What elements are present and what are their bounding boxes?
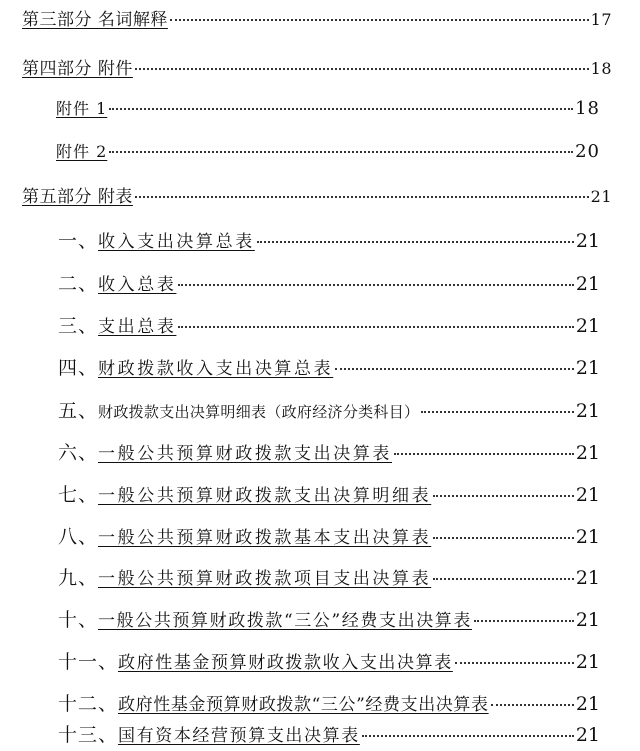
table-number: 一、: [58, 230, 99, 252]
page-number: 21: [575, 526, 600, 548]
toc-entry-attachment-2[interactable]: [56, 138, 600, 166]
page-number: 17: [590, 10, 612, 29]
toc-entry-table-6[interactable]: [58, 439, 600, 467]
toc-entry-label[interactable]: [56, 95, 107, 123]
table-number: 五、: [58, 400, 99, 422]
page-number: 18: [590, 59, 612, 78]
toc-link[interactable]: 一般公共预算财政拨款“三公”经费支出决算表: [98, 611, 472, 631]
dot-leader: [474, 616, 574, 622]
toc-entry-table-4[interactable]: [58, 354, 600, 382]
dot-leader: [135, 64, 589, 70]
page-number: 21: [575, 357, 600, 379]
table-number: 十一、: [58, 651, 119, 673]
dot-leader: [455, 658, 574, 664]
dot-leader: [257, 237, 574, 243]
toc-entry-label[interactable]: [98, 228, 255, 256]
dot-leader: [170, 15, 589, 21]
toc-link[interactable]: 一般公共预算财政拨款支出决算明细表: [98, 486, 432, 506]
toc-link[interactable]: 政府性基金预算财政拨款“三公”经费支出决算表: [118, 695, 489, 715]
toc-entry-part-four[interactable]: [22, 55, 612, 83]
toc-entry-attachment-1[interactable]: [56, 95, 600, 123]
dot-leader: [394, 449, 574, 455]
toc-link[interactable]: 国有资本经营预算支出决算表: [118, 726, 360, 746]
table-number: 十、: [58, 609, 99, 631]
table-number: 八、: [58, 526, 99, 548]
toc-link[interactable]: 支出总表: [98, 317, 177, 337]
dot-leader: [421, 407, 573, 413]
toc-entry-table-7[interactable]: [58, 481, 600, 509]
toc-entry-label[interactable]: [22, 183, 133, 211]
dot-leader: [178, 322, 573, 328]
toc-link[interactable]: 收入总表: [98, 275, 177, 295]
dot-leader: [433, 574, 574, 580]
page-number: 21: [575, 609, 600, 631]
toc-entry-table-2[interactable]: [58, 270, 600, 298]
table-number: 七、: [58, 484, 99, 506]
toc-entry-table-9[interactable]: [58, 564, 600, 592]
page-number: 18: [575, 98, 600, 119]
dot-leader: [109, 104, 573, 110]
toc-entry-label[interactable]: [56, 138, 107, 166]
toc-entry-table-8[interactable]: [58, 523, 600, 551]
toc-entry-table-1[interactable]: [58, 227, 600, 255]
toc-link[interactable]: 财政拨款收入支出决算总表: [98, 359, 334, 379]
page-number: 21: [575, 400, 600, 422]
page-number: 21: [575, 693, 600, 715]
toc-entry-part-five[interactable]: [22, 183, 612, 211]
dot-leader: [491, 700, 574, 706]
toc-entry-table-13[interactable]: [58, 721, 600, 749]
toc-link[interactable]: 附件 2: [56, 142, 108, 161]
toc-entry-label[interactable]: [98, 355, 333, 383]
page-number: 21: [575, 230, 600, 252]
toc-entry-label[interactable]: [22, 6, 168, 34]
toc-entry-label[interactable]: [98, 398, 419, 426]
toc-entry-label[interactable]: [98, 565, 431, 593]
toc-link[interactable]: 第三部分 名词解释: [22, 10, 168, 30]
toc-entry-label[interactable]: [118, 691, 489, 719]
page-number: 21: [590, 187, 612, 206]
toc-link[interactable]: 一般公共预算财政拨款基本支出决算表: [98, 528, 432, 548]
dot-leader: [109, 147, 573, 153]
toc-link[interactable]: 政府性基金预算财政拨款收入支出决算表: [118, 653, 453, 673]
table-number: 九、: [58, 567, 99, 589]
toc-entry-label[interactable]: [22, 55, 133, 83]
page-number: 21: [575, 567, 600, 589]
toc-link[interactable]: 第五部分 附表: [22, 187, 133, 207]
page-number: 21: [575, 484, 600, 506]
toc-link[interactable]: 附件 1: [56, 99, 108, 118]
page-number: 21: [575, 273, 600, 295]
dot-leader: [335, 364, 574, 370]
toc-entry-table-12[interactable]: [58, 690, 600, 718]
toc-entry-table-10[interactable]: [58, 606, 600, 634]
toc-entry-part-three[interactable]: [22, 6, 612, 34]
toc-entry-label[interactable]: [98, 271, 176, 299]
toc-entry-label[interactable]: [98, 440, 392, 468]
toc-entry-label[interactable]: [98, 482, 431, 510]
toc-link[interactable]: 第四部分 附件: [22, 59, 133, 79]
page-number: 21: [575, 442, 600, 464]
page-number: 20: [575, 141, 600, 162]
toc-entry-label[interactable]: [98, 607, 472, 635]
page-number: 21: [575, 315, 600, 337]
toc-link[interactable]: 一般公共预算财政拨款支出决算表: [98, 444, 393, 464]
toc-entry-label[interactable]: [118, 722, 360, 750]
toc-entry-label[interactable]: [118, 649, 453, 677]
toc-link[interactable]: 财政拨款支出决算明细表（政府经济分类科目）: [98, 403, 420, 421]
table-number: 四、: [58, 357, 99, 379]
page-number: 21: [575, 651, 600, 673]
toc-entry-table-11[interactable]: [58, 648, 600, 676]
dot-leader: [135, 192, 589, 198]
toc-entry-label[interactable]: [98, 313, 176, 341]
table-number: 十三、: [58, 724, 119, 746]
toc-link[interactable]: 一般公共预算财政拨款项目支出决算表: [98, 569, 432, 589]
dot-leader: [433, 533, 574, 539]
page-number: 21: [575, 724, 600, 746]
toc-entry-table-5[interactable]: [58, 397, 600, 425]
dot-leader: [178, 280, 573, 286]
table-number: 十二、: [58, 693, 119, 715]
toc-entry-table-3[interactable]: [58, 312, 600, 340]
table-number: 六、: [58, 442, 99, 464]
dot-leader: [362, 731, 574, 737]
toc-link[interactable]: 收入支出决算总表: [98, 232, 255, 252]
table-number: 三、: [58, 315, 99, 337]
dot-leader: [433, 491, 574, 497]
table-number: 二、: [58, 273, 99, 295]
toc-entry-label[interactable]: [98, 524, 431, 552]
